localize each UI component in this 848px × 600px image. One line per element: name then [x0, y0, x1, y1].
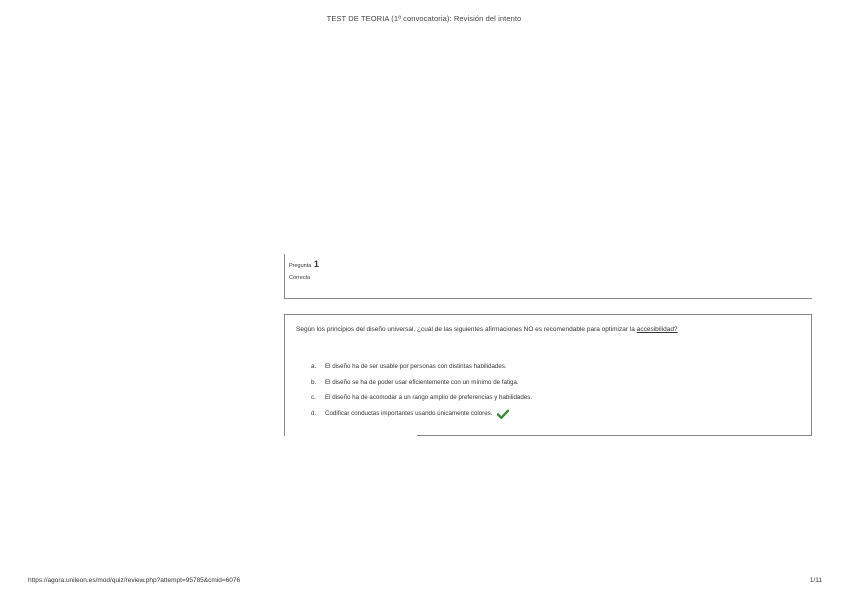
- answer-letter: c.: [311, 394, 316, 401]
- question-text-main: Según los principios del diseño universal, ¿cuál de las siguientes afirmaciones NO es recomendable para optimizar la: [296, 326, 637, 333]
- question-number: 1: [313, 259, 319, 269]
- answer-option-d: [311, 410, 532, 426]
- question-label-text: Pregunta: [289, 263, 312, 269]
- page-number: 1/11: [809, 577, 822, 584]
- answer-text: Codificar conductas importantes usando únicamente colores.: [325, 409, 493, 417]
- answer-text: El diseño ha de acomodar a un rango amplio de preferencias y habilidades.: [325, 394, 533, 401]
- question-label: [289, 259, 319, 269]
- answer-list: [311, 363, 532, 425]
- accessibility-link[interactable]: accesibilidad?: [636, 326, 678, 333]
- answer-option-b: [311, 379, 532, 395]
- answer-text: El diseño se ha de poder usar eficientemente con un mínimo de fatiga.: [325, 378, 519, 386]
- question-content-box: [284, 314, 812, 436]
- footer-url: https://agora.unileon.es/mod/quiz/review.php?attempt=95785&cmid=6076: [28, 577, 241, 584]
- correct-check-icon: [497, 409, 509, 419]
- question-state: Correcta: [289, 275, 311, 281]
- question-info-panel: [284, 254, 812, 299]
- page-title: TEST DE TEORIA (1ª convocatoria): Revisión del intento: [326, 14, 522, 23]
- question-box-divider: [417, 435, 812, 436]
- answer-letter: b.: [311, 378, 317, 386]
- question-text: [296, 326, 678, 333]
- answer-letter: d.: [311, 409, 317, 417]
- answer-letter: a.: [311, 363, 317, 370]
- answer-text: El diseño ha de ser usable por personas con distintas habilidades.: [325, 363, 507, 370]
- answer-option-a: [311, 363, 532, 379]
- answer-option-c: [311, 394, 532, 410]
